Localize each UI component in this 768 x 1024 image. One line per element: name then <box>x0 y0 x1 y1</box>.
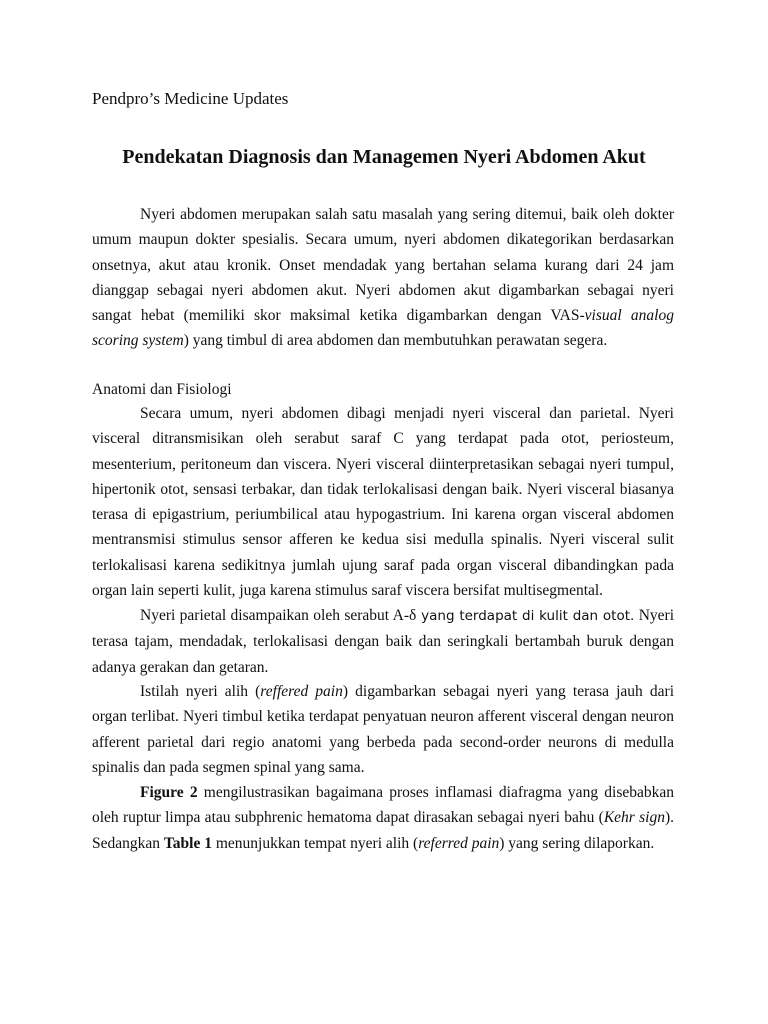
paragraph-parietal <box>92 603 674 680</box>
table-1-ref: Table 1 <box>163 834 212 852</box>
section-heading: Anatomi dan Fisiologi <box>92 381 232 398</box>
parietal-text-end: Nyeri terasa tajam, mendadak, terlokalisasi dengan baik dan seringkali bertambah buruk dengan adanya gerakan dan getaran. <box>92 607 674 676</box>
referred-italic: reffered pain <box>260 683 343 700</box>
figure-text-3: menunjukkan tempat nyeri alih ( <box>212 834 419 852</box>
figure-2-ref: Figure 2 <box>140 784 198 801</box>
intro-paragraph <box>92 202 674 354</box>
paragraph-figure-table <box>92 780 674 856</box>
figure-text-2: ). Sedangkan <box>92 809 674 852</box>
referred-text-end: ) digambarkan sebagai nyeri yang terasa jauh dari organ terlibat. Nyeri timbul ketika terdapat penyatuan neuron afferent visceral dengan neuron afferent parietal dari regio anatomi yang berbeda pada second-order neurons di medulla spinalis dan pada segmen spinal yang sama. <box>92 683 675 776</box>
intro-text-end: ) yang timbul di area abdomen dan membutuhkan perawatan segera. <box>183 332 608 350</box>
referred-text-start: Istilah nyeri alih ( <box>140 683 261 700</box>
intro-italic: visual analog scoring system <box>92 307 674 350</box>
document-header: Pendpro’s Medicine Updates <box>92 89 289 108</box>
paragraph-referred-pain <box>92 679 674 780</box>
parietal-text-start: Nyeri parietal disampaikan oleh serabut A-δ <box>140 607 417 624</box>
intro-text: Nyeri abdomen merupakan salah satu masalah yang sering ditemui, baik oleh dokter umum maupun dokter spesialis. Secara umum, nyeri abdomen dikategorikan berdasarkan onsetnya, akut atau kronik. Onset mendadak yang bertahan selama kurang dari 24 jam dianggap sebagai nyeri abdomen akut. Nyeri abdomen akut digambarkan sebagai nyeri sangat hebat (memiliki skor maksimal ketika digambarkan dengan VAS- <box>92 206 674 325</box>
document-title: Pendekatan Diagnosis dan Managemen Nyeri Abdomen Akut <box>122 146 646 168</box>
figure-text-1: mengilustrasikan bagaimana proses inflamasi diafragma yang disebabkan oleh ruptur limpa atau subphrenic hematoma dapat dirasakan sebagai nyeri bahu ( <box>92 784 674 827</box>
parietal-text-sans: yang terdapat di kulit dan otot. <box>416 608 635 624</box>
kehr-sign-italic: Kehr sign <box>603 809 665 827</box>
paragraph-visceral: Secara umum, nyeri abdomen dibagi menjadi nyeri visceral dan parietal. Nyeri visceral ditransmisikan oleh serabut saraf C yang terdapat pada otot, periosteum, mesenterium, peritoneum dan viscera. Nyeri visceral diinterpretasikan sebagai nyeri tumpul, hipertonik otot, sensasi terbakar, dan tidak terlokalisasi dengan baik. Nyeri visceral biasanya terasa di epigastrium, periumbilical atau hypogastrium. Ini karena organ visceral abdomen mentransmisi stimulus sensor afferen ke kedua sisi medulla spinalis. Nyeri visceral sulit terlokalisasi karena sedikitnya jumlah ujung saraf pada organ visceral dibandingkan pada organ lain seperti kulit, juga karena stimulus saraf viscera bersifat multisegmental. <box>92 405 674 600</box>
referred-pain-italic: referred pain <box>418 834 500 852</box>
figure-text-4: ) yang sering dilaporkan. <box>499 834 655 852</box>
